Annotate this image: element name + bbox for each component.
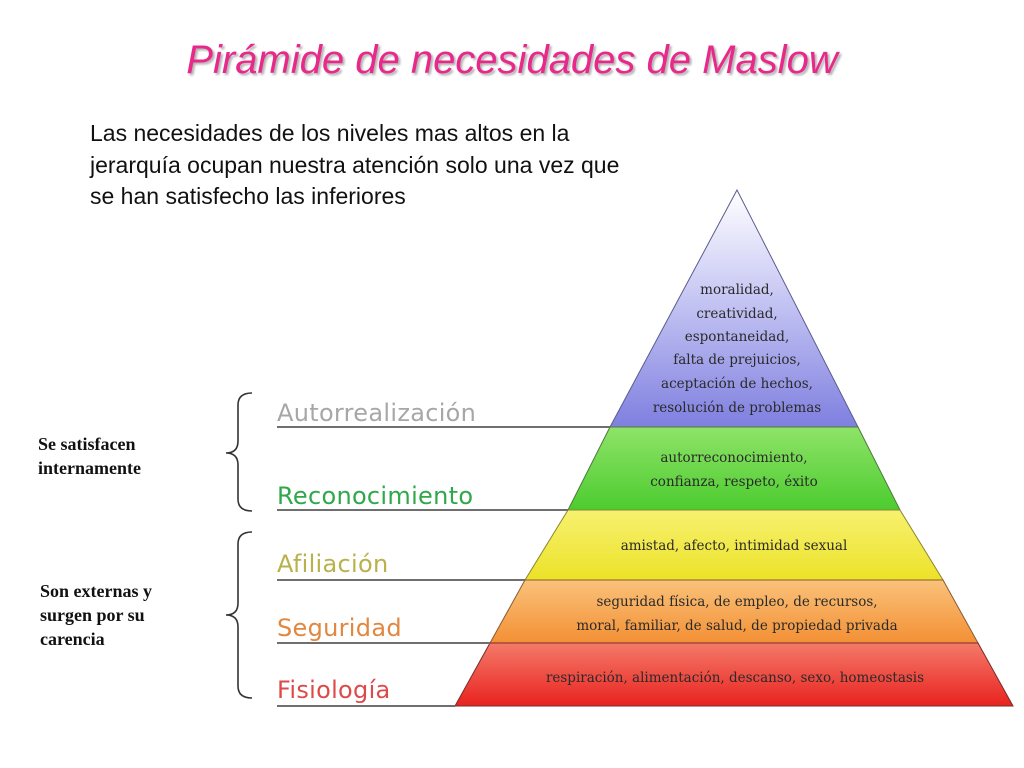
level-label-afiliacion: Afiliación: [277, 550, 389, 578]
need-text: aceptación de hechos,: [661, 376, 813, 392]
slide-title: Pirámide de necesidades de Maslow: [186, 38, 838, 82]
need-text: autorreconocimiento,: [660, 450, 808, 466]
subtitle-line: Las necesidades de los niveles mas altos en la: [90, 120, 570, 146]
need-text: falta de prejuicios,: [673, 352, 801, 368]
need-text: seguridad física, de empleo, de recursos,: [596, 594, 878, 610]
need-text: confianza, respeto, éxito: [650, 474, 818, 490]
brace-external-icon: [226, 532, 252, 698]
need-text: resolución de problemas: [652, 400, 822, 416]
note-external-line: Son externas y: [40, 581, 152, 601]
note-internal-line: internamente: [38, 458, 141, 478]
subtitle-line: jerarquía ocupan nuestra atención solo una vez que: [90, 151, 620, 178]
level-label-autorrealizacion: Autorrealización: [277, 399, 477, 427]
level-label-reconocimiento: Reconocimiento: [277, 482, 474, 510]
need-text: respiración, alimentación, descanso, sexo, homeostasis: [545, 670, 925, 686]
need-text: moral, familiar, de salud, de propiedad privada: [576, 618, 898, 634]
pyramid-level-reconocimiento: [568, 427, 900, 510]
level-label-seguridad: Seguridad: [277, 614, 402, 642]
need-text: amistad, afecto, intimidad sexual: [620, 538, 848, 554]
note-external-line: surgen por su: [40, 605, 145, 625]
note-external-line: carencia: [40, 629, 105, 649]
need-text: espontaneidad,: [684, 329, 790, 345]
need-text: creatividad,: [696, 306, 778, 322]
subtitle-line: se han satisfecho las inferiores: [90, 183, 406, 209]
brace-internal-icon: [226, 393, 252, 511]
need-text: moralidad,: [700, 282, 774, 298]
level-label-fisiologia: Fisiología: [277, 676, 391, 704]
note-internal-line: Se satisfacen: [38, 434, 136, 454]
